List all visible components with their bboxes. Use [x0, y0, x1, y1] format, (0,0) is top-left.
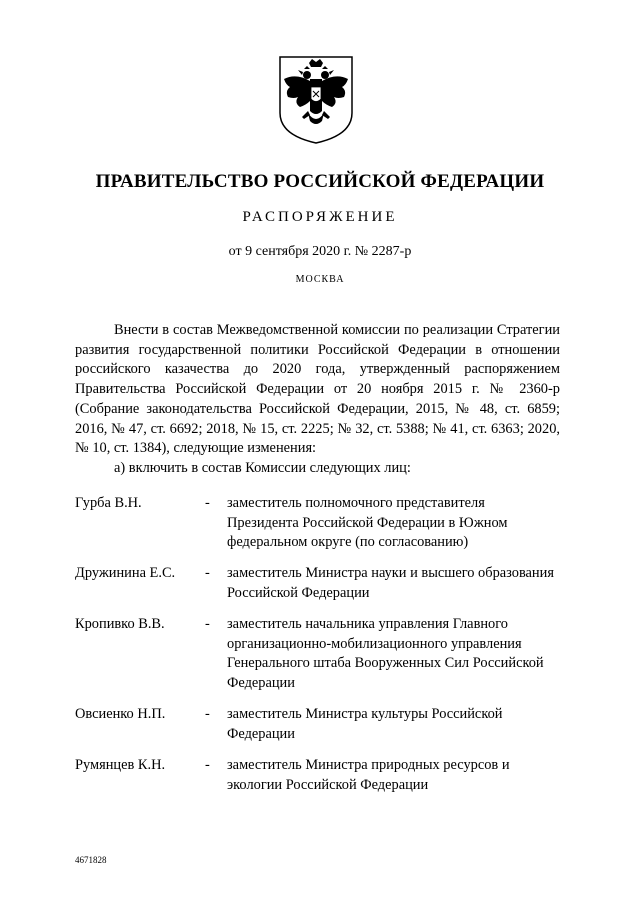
- person-position: заместитель Министра культуры Российской Федерации: [227, 706, 503, 742]
- person-name: Гурба В.Н.: [75, 495, 142, 511]
- person-name: Кропивко В.В.: [75, 616, 165, 632]
- footer-code: 4671828: [75, 855, 107, 865]
- dash-separator: -: [205, 565, 210, 581]
- document-city: МОСКВА: [295, 274, 345, 285]
- person-position: заместитель полномочного представителя Президента Российской Федерации в Южном федеральном округе (по согласованию): [227, 495, 508, 551]
- dash-separator: -: [205, 616, 210, 632]
- document-date-number: от 9 сентября 2020 г. № 2287-р: [228, 244, 412, 259]
- person-name: Овсиенко Н.П.: [75, 706, 166, 722]
- person-name: Дружинина Е.С.: [75, 565, 176, 581]
- person-name: Румянцев К.Н.: [75, 757, 166, 773]
- sub-point-a: а) включить в состав Комиссии следующих лиц:: [114, 460, 411, 476]
- dash-separator: -: [205, 757, 210, 773]
- dash-separator: -: [205, 495, 210, 511]
- dash-separator: -: [205, 706, 210, 722]
- intro-paragraph: Внести в состав Межведомственной комиссии по реализации Стратегии развития государственной политики Российской Федерации в отношении российского казачества до 2020 года, утвержденный распоряжением Правительства Российской Федерации от 20 ноября 2015 г. № 2360-р (Собрание законодательства Российской Федерации, 2015, № 48, ст. 6859; 2016, № 47, ст. 6692; 2018, № 15, ст. 2225; № 32, ст. 5388; № 41, ст. 6363; 2020, № 10, ст. 1384), следующие изменения:: [75, 322, 560, 457]
- government-title: ПРАВИТЕЛЬСТВО РОССИЙСКОЙ ФЕДЕРАЦИИ: [95, 171, 545, 192]
- document-type: РАСПОРЯЖЕНИЕ: [242, 209, 398, 225]
- person-position: заместитель Министра науки и высшего образования Российской Федерации: [227, 565, 554, 601]
- person-position: заместитель начальника управления Главного организационно-мобилизационного управления Генерального штаба Вооруженных Сил Российской Федерации: [227, 616, 544, 692]
- coat-of-arms-icon: [276, 55, 356, 145]
- person-position: заместитель Министра природных ресурсов и экологии Российской Федерации: [227, 757, 510, 793]
